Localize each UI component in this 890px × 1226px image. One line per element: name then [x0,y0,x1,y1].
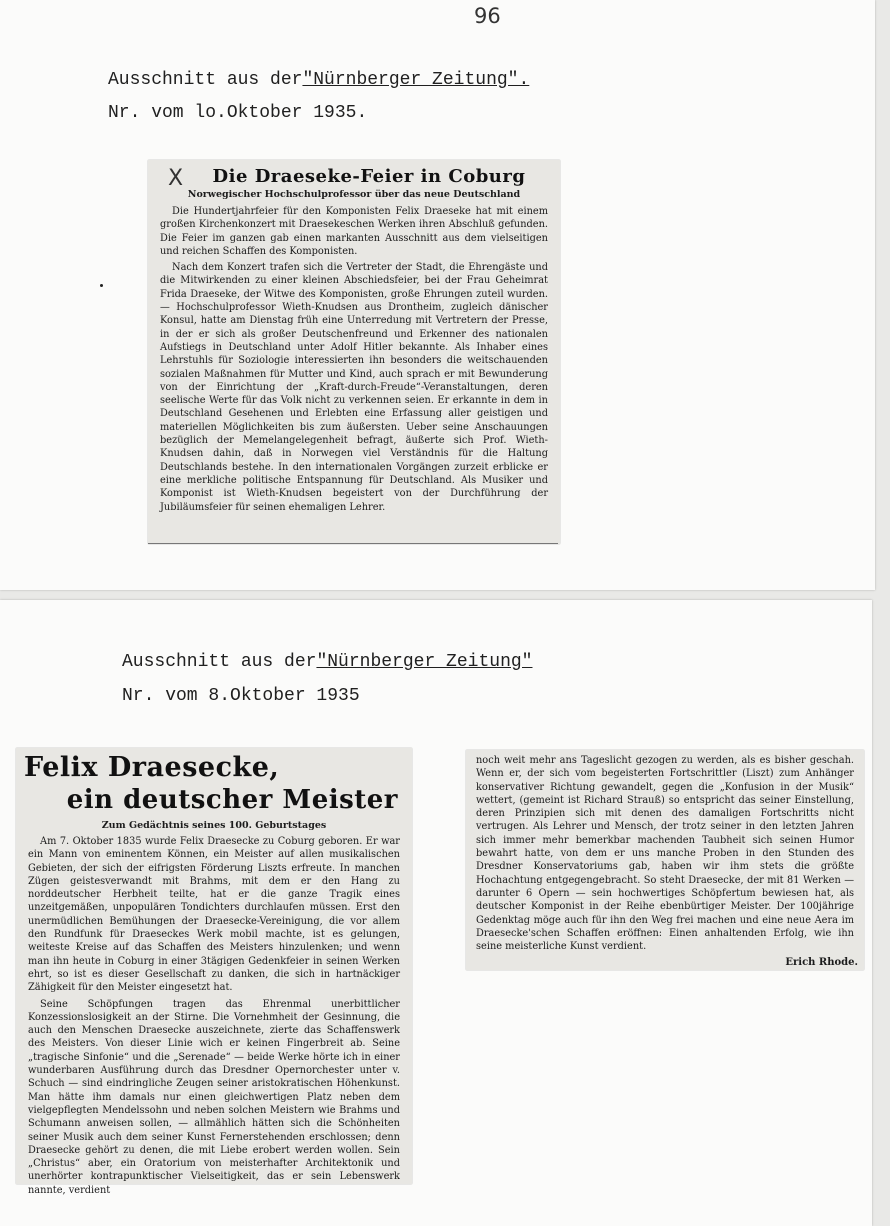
clipping-draeseke-feier [148,160,560,544]
article1-body [148,200,560,514]
bottom-header-source: "Nürnberger Zeitung" [316,652,533,672]
top-header-prefix: Ausschnitt aus der [108,70,303,90]
top-header-source: "Nürnberger Zeitung". [302,70,530,90]
ink-dot [100,284,103,287]
bottom-header-prefix: Ausschnitt aus der [122,652,317,672]
article2-author: Erich Rhode. [785,957,858,969]
article2-continuation: noch weit mehr ans Tageslicht gezogen zu werden, als es bisher geschah. Wenn er, der sich vom begeisterten Fortschrittler (Liszt) zum Anhänger konservativer Richtung gewandelt, gegen die „Konfusion in der Musik“ wettert, (gemeint ist Richard Strauß) so entspricht das seiner Einstellung, deren Prinzipien sich mit denen des damaligen Fortschritts nicht vertrugen. Als Lehrer und Mensch, der trotz seiner in den letzten Jahren sich immer mehr bemerkbar machenden Taubheit sich seinen Humor bewahrt hatte, von dem er uns manche Proben in den Stunden des Dresdner Konservatoriums gab, haben wir ihm stets die größte Hochachtung entgegengebracht. So steht Draesecke, der mit 81 Werken — darunter 6 Opern — sein hochwertiges Schöpfertum bewiesen hat, als deutscher Komponist in der Reihe ebenbürtiger Meister. Der 100jährige Gedenktag möge auch für ihn den Weg frei machen und eine neue Aera im Draesecke'schen Schaffen eröffnen: Einen anhaltenden Erfolg, wie ihn seine meisterliche Kunst verdient. [476,755,854,953]
article2-body [16,831,412,1197]
article1-paragraph: Nach dem Konzert trafen sich die Vertreter der Stadt, die Ehrengäste und die Mitwirkenden zu einer kleinen Abschiedsfeier, bei der Frau Geheimrat Frida Draeseke, der Witwe des Komponisten, große Ehrungen zuteil wurden. — Hochschulprofessor Wieth-Knudsen aus Drontheim, zugleich dänischer Konsul, hatte am Dienstag früh eine Unterredung mit Vertretern der Presse, in der er sich als großer Deutschenfreund und Erkenner des nationalen Aufstiegs in Deutschland unter Adolf Hitler bekannte. Als Inhaber eines Lehrstuhls für Soziologie interessierten ihn besonders die weitschauenden sozialen Maßnahmen für Mutter und Kind, auch sprach er mit Bewunderung von der Einrichtung der „Kraft-durch-Freude“-Veranstaltungen, deren seelische Werte für das Volk nicht zu verkennen seien. Er erkannte in dem in Deutschland Gesehenen und Erlebten eine Erfassung aller geistigen und materiellen Möglichkeiten bis zum äußersten. Ueber seine Anschauungen bezüglich der Memelangelegenheit befragt, äußerte sich Prof. Wieth-Knudsen dahin, daß in Norwegen viel Verständnis für die Haltung Deutschlands bestehe. In den internationalen Vorgängen zurzeit erblicke er eine merkliche politische Entspannung für Deutschland. Als Musiker und Komponist ist Wieth-Knudsen begeistert von der Durchführung der Jubiläumsfeier für seinen ehemaligen Lehrer. [160,262,548,513]
article2-continuation-body [466,750,864,953]
article2-subtitle: Zum Gedächtnis seines 100. Geburtstages [101,820,327,831]
margin-mark-x: X [168,166,184,191]
bottom-header-line1 [122,652,532,672]
top-header-line2: Nr. vom lo.Oktober 1935. [108,103,368,123]
article2-title-line1: Felix Draesecke, [24,752,280,783]
article2-title-line2: ein deutscher Meister [66,785,398,815]
bottom-header-line2: Nr. vom 8.Oktober 1935 [122,686,360,706]
article2-paragraph: Am 7. Oktober 1835 wurde Felix Draesecke zu Coburg geboren. Er war ein Mann von eminentem Können, ein Meister auf allen musikalischen Gebieten, der sich der eifrigsten Förderung Liszts erfreute. In manchen Zügen geistesverwandt mit Brahms, mit dem er den Hang zu norddeutscher Herbheit teilte, hat er die ganze Tragik eines unzeitgemäßen, unpopulären Tondichters durchlaufen müssen. Erst den unermüdlichen Bemühungen der Draesecke-Vereinigung, die vor allem den Rundfunk für Draeseckes Werk mobil machte, ist es gelungen, weiteste Kreise auf das Schaffen des Meisters hinzulenken; und wenn man ihn heute in Coburg in einer 3tägigen Gedenkfeier in seinen Werken ehrt, so ist es dieser Gesellschaft zu danken, die sich in hartnäckiger Zähigkeit für den Meister eingesetzt hat. [28,836,400,994]
article1-title: Die Draeseke-Feier in Coburg [212,166,526,187]
article1-paragraph: Die Hundertjahrfeier für den Komponisten Felix Draeseke hat mit einem großen Kirchenkonzert mit Draesekeschen Werken ihren Abschluß gefunden. Die Feier im ganzen gab einen markanten Ausschnitt aus dem vielseitigen und reichen Schaffen des Komponisten. [160,206,548,257]
article1-subtitle: Norwegischer Hochschulprofessor über das neue Deutschland [187,189,521,200]
clipping-draesecke-meister [16,748,412,1196]
clipping-draesecke-continuation [466,750,864,970]
handwritten-page-number: 96 [474,4,501,28]
clipping-bottom-rule [148,543,558,544]
article2-paragraph: Seine Schöpfungen tragen das Ehrenmal unerbittlicher Konzessionslosigkeit an der Stirne. Die Vornehmheit der Gesinnung, die auch den Menschen Draesecke auszeichnete, zierte das Schaffenswerk des Meisters. Von dieser Linie wich er keinen Fingerbreit ab. Seine „tragische Sinfonie“ und die „Serenade“ — beide Werke hörte ich in einer wunderbaren Ausführung durch das Dresdner Opernorchester unter v. Schuch — sind eindringliche Zeugen seiner aristokratischen Höhenkunst. Man hätte ihm damals nur einen gleichwertigen Platz neben dem vielgepflegten Mendelssohn und neben solchen Meistern wie Brahms und Schumann anweisen sollen, — allmählich hätten sich die Schönheiten seiner Musik auch dem seiner Kunst Fernerstehenden erschlossen; denn Draesecke gehört zu denen, die mit Liebe erobert werden wollen. Sein „Christus“ aber, ein Oratorium von meisterhafter Architektonik und unerhörter kontrapunktischer Vielseitigkeit, das er sein Lebenswerk nannte, verdient [28,998,400,1196]
top-header-line1 [108,70,529,90]
